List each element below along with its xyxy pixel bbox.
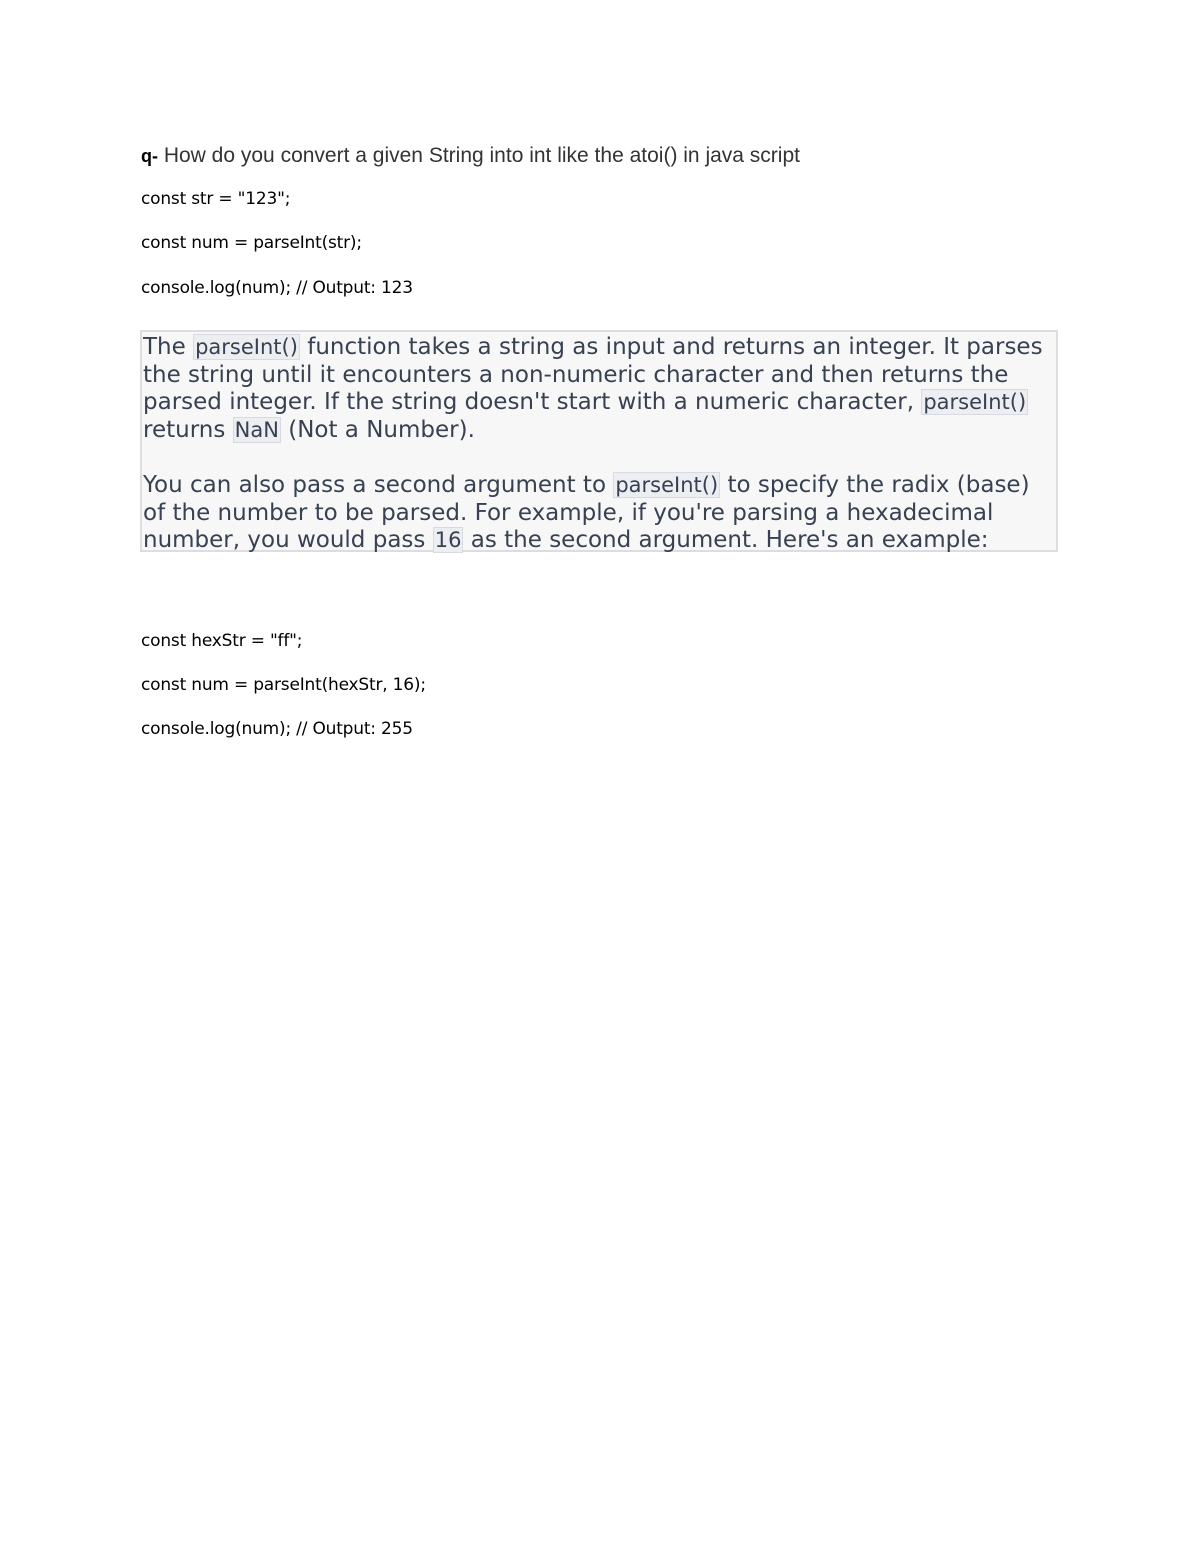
code-line-str: const str = "123";	[141, 189, 291, 209]
question-line	[141, 143, 800, 169]
text-span: to specify the radix (base) of the number to be parsed. For example, if you're parsing a hexadecimal number, you would pass	[143, 472, 1030, 553]
code-line-hexstr: const hexStr = "ff";	[141, 631, 303, 651]
text-span: as the second argument. Here's an example:	[463, 527, 989, 553]
explanation-callout	[140, 330, 1058, 552]
text-span: You can also pass a second argument to	[143, 472, 614, 498]
question-prefix: q-	[141, 146, 158, 166]
inline-code-nan: NaN	[234, 417, 279, 442]
code-line-log-hex: console.log(num); // Output: 255	[141, 719, 413, 739]
text-span: (Not a Number).	[280, 416, 475, 443]
code-line-log: console.log(num); // Output: 123	[141, 278, 413, 298]
code-line-parse: const num = parseInt(str);	[141, 233, 362, 253]
question-text: How do you convert a given String into int like the atoi() in java script	[158, 144, 800, 167]
text-span: The	[143, 334, 194, 360]
code-line-parse-hex: const num = parseInt(hexStr, 16);	[141, 675, 426, 695]
text-span: function takes a string as input and returns an integer. It parses the string until it encounters a non-numeric character and then returns the parsed integer. If the string doesn't start with a numeric character,	[143, 334, 1043, 415]
text-span: returns	[143, 416, 233, 443]
explanation-paragraph-2	[143, 472, 1056, 555]
inline-code-radix: 16	[434, 528, 462, 552]
inline-code-parseint: parseInt()	[923, 390, 1027, 414]
explanation-paragraph-1	[143, 334, 1056, 444]
inline-code-parseint: parseInt()	[615, 473, 719, 497]
inline-code-parseint: parseInt()	[195, 335, 298, 359]
